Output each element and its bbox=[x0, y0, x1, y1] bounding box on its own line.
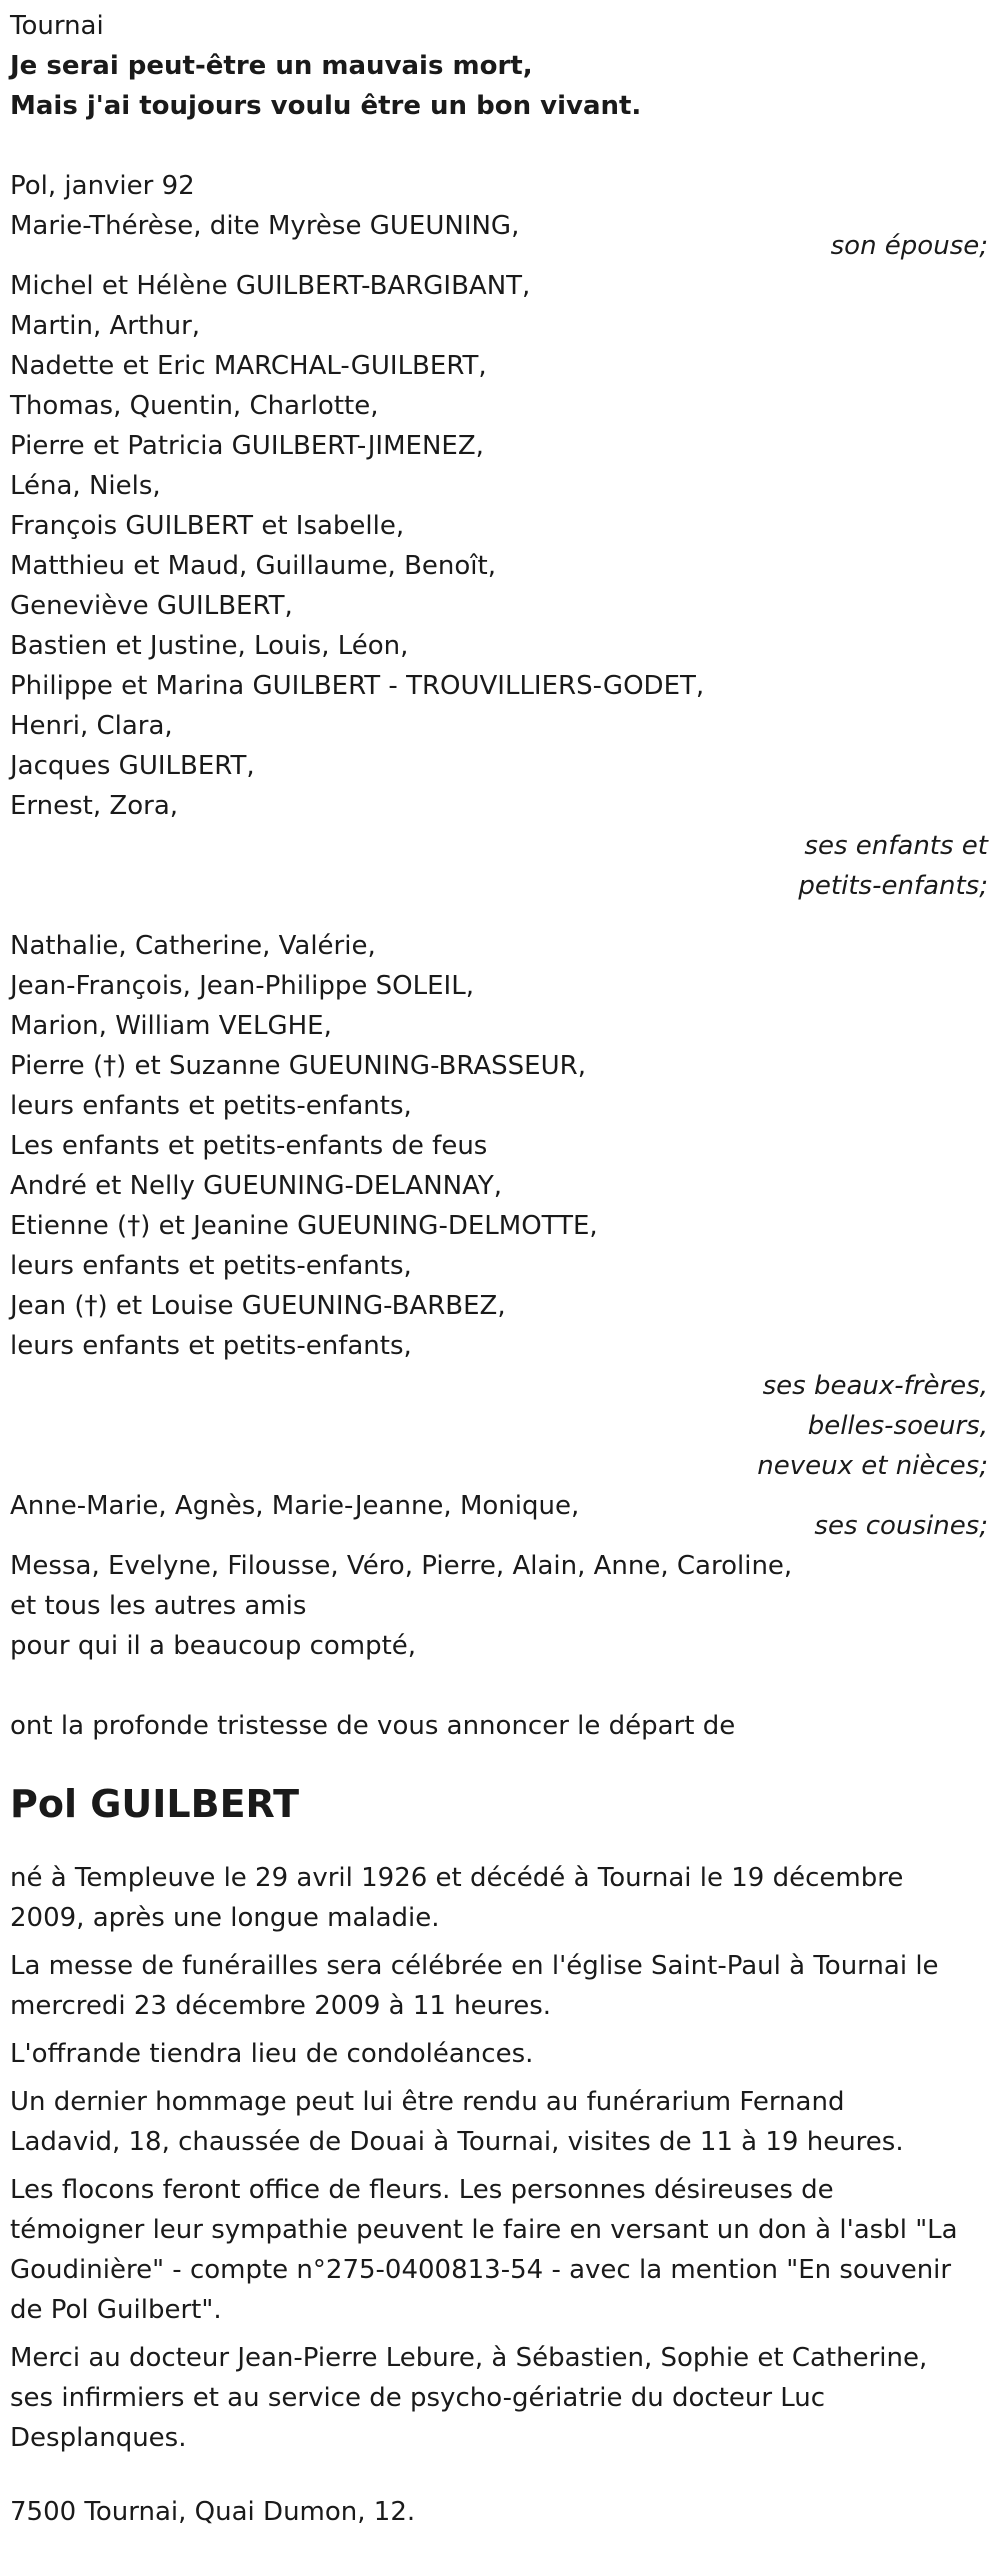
family-line: Jean-François, Jean-Philippe SOLEIL, bbox=[10, 971, 474, 1001]
paragraph-line: Ladavid, 18, chaussée de Douai à Tournai, visites de 11 à 19 heures. bbox=[10, 2127, 904, 2157]
address: 7500 Tournai, Quai Dumon, 12. bbox=[10, 2497, 416, 2527]
quote-line: Je serai peut-être un mauvais mort, bbox=[10, 51, 533, 81]
quote-line: Mais j'ai toujours voulu être un bon vivant. bbox=[10, 91, 642, 121]
paragraph-thanks bbox=[10, 2338, 988, 2458]
family-line: Léna, Niels, bbox=[10, 471, 161, 501]
spacer bbox=[10, 1666, 988, 1706]
location: Tournai bbox=[10, 11, 104, 41]
family-line: Jacques GUILBERT, bbox=[10, 751, 255, 781]
family-group-in-laws bbox=[10, 926, 988, 1486]
family-line: Geneviève GUILBERT, bbox=[10, 591, 293, 621]
paragraph-line: ses infirmiers et au service de psycho-gériatrie du docteur Luc bbox=[10, 2383, 826, 2413]
paragraph-line: Un dernier hommage peut lui être rendu au funérarium Fernand bbox=[10, 2087, 845, 2117]
family-line: Marion, William VELGHE, bbox=[10, 1011, 332, 1041]
paragraph-funeral-mass bbox=[10, 1946, 988, 2026]
family-role: petits-enfants; bbox=[798, 871, 988, 901]
family-line: Marie-Thérèse, dite Myrèse GUEUNING, bbox=[10, 211, 520, 241]
family-role: belles-soeurs, bbox=[807, 1411, 988, 1441]
spacer bbox=[10, 2466, 988, 2492]
deceased-name: Pol GUILBERT bbox=[10, 1782, 300, 1826]
paragraph-birth-death bbox=[10, 1858, 988, 1938]
paragraph-line: Goudinière" - compte n°275-0400813-54 - avec la mention "En souvenir bbox=[10, 2255, 952, 2285]
family-line: Anne-Marie, Agnès, Marie-Jeanne, Monique, bbox=[10, 1491, 580, 1521]
family-line: André et Nelly GUEUNING-DELANNAY, bbox=[10, 1171, 503, 1201]
paragraph-line: L'offrande tiendra lieu de condoléances. bbox=[10, 2039, 534, 2069]
family-role: son épouse; bbox=[830, 231, 988, 261]
paragraph-line: mercredi 23 décembre 2009 à 11 heures. bbox=[10, 1991, 552, 2021]
paragraph-line: Desplanques. bbox=[10, 2423, 187, 2453]
spacer bbox=[10, 906, 988, 926]
family-group-friends bbox=[10, 1546, 988, 1666]
paragraph-line: Merci au docteur Jean-Pierre Lebure, à Sébastien, Sophie et Catherine, bbox=[10, 2343, 928, 2373]
family-line: Ernest, Zora, bbox=[10, 791, 179, 821]
family-line: Nathalie, Catherine, Valérie, bbox=[10, 931, 376, 961]
family-line: Messa, Evelyne, Filousse, Véro, Pierre, Alain, Anne, Caroline, bbox=[10, 1551, 793, 1581]
announcement: ont la profonde tristesse de vous annoncer le départ de bbox=[10, 1711, 736, 1741]
family-line: Etienne (†) et Jeanine GUEUNING-DELMOTTE, bbox=[10, 1211, 598, 1241]
family-line: Martin, Arthur, bbox=[10, 311, 201, 341]
family-line: Philippe et Marina GUILBERT - TROUVILLIERS-GODET, bbox=[10, 671, 705, 701]
family-line: Nadette et Eric MARCHAL-GUILBERT, bbox=[10, 351, 487, 381]
family-line: Matthieu et Maud, Guillaume, Benoît, bbox=[10, 551, 496, 581]
family-line: Michel et Hélène GUILBERT-BARGIBANT, bbox=[10, 271, 531, 301]
paragraph-line: né à Templeuve le 29 avril 1926 et décédé à Tournai le 19 décembre bbox=[10, 1863, 904, 1893]
family-line: Bastien et Justine, Louis, Léon, bbox=[10, 631, 409, 661]
family-line: François GUILBERT et Isabelle, bbox=[10, 511, 405, 541]
family-line: Pierre et Patricia GUILBERT-JIMENEZ, bbox=[10, 431, 484, 461]
paragraph-donation bbox=[10, 2170, 988, 2330]
family-line: Thomas, Quentin, Charlotte, bbox=[10, 391, 379, 421]
paragraph-line: La messe de funérailles sera célébrée en l'église Saint-Paul à Tournai le bbox=[10, 1951, 939, 1981]
family-group-cousins bbox=[10, 1486, 988, 1546]
family-group-spouse bbox=[10, 206, 988, 266]
paragraph-funerarium bbox=[10, 2082, 988, 2162]
family-role: ses beaux-frères, bbox=[762, 1371, 988, 1401]
family-role: ses cousines; bbox=[814, 1511, 988, 1541]
family-line: leurs enfants et petits-enfants, bbox=[10, 1251, 412, 1281]
paragraph-offering bbox=[10, 2034, 988, 2074]
family-line: Pierre (†) et Suzanne GUEUNING-BRASSEUR, bbox=[10, 1051, 586, 1081]
family-line: Jean (†) et Louise GUEUNING-BARBEZ, bbox=[10, 1291, 506, 1321]
family-line: leurs enfants et petits-enfants, bbox=[10, 1091, 412, 1121]
family-line: pour qui il a beaucoup compté, bbox=[10, 1631, 417, 1661]
family-line: et tous les autres amis bbox=[10, 1591, 307, 1621]
paragraph-line: témoigner leur sympathie peuvent le faire en versant un don à l'asbl "La bbox=[10, 2215, 958, 2245]
family-group-children bbox=[10, 266, 988, 906]
family-line: leurs enfants et petits-enfants, bbox=[10, 1331, 412, 1361]
spacer bbox=[10, 126, 988, 166]
family-line: Henri, Clara, bbox=[10, 711, 173, 741]
quote-signature: Pol, janvier 92 bbox=[10, 171, 195, 201]
paragraph-line: Les flocons feront office de fleurs. Les personnes désireuses de bbox=[10, 2175, 834, 2205]
paragraph-line: de Pol Guilbert". bbox=[10, 2295, 222, 2325]
family-line: Les enfants et petits-enfants de feus bbox=[10, 1131, 488, 1161]
family-role: neveux et nièces; bbox=[757, 1451, 988, 1481]
family-role: ses enfants et bbox=[804, 831, 988, 861]
paragraph-line: 2009, après une longue maladie. bbox=[10, 1903, 440, 1933]
